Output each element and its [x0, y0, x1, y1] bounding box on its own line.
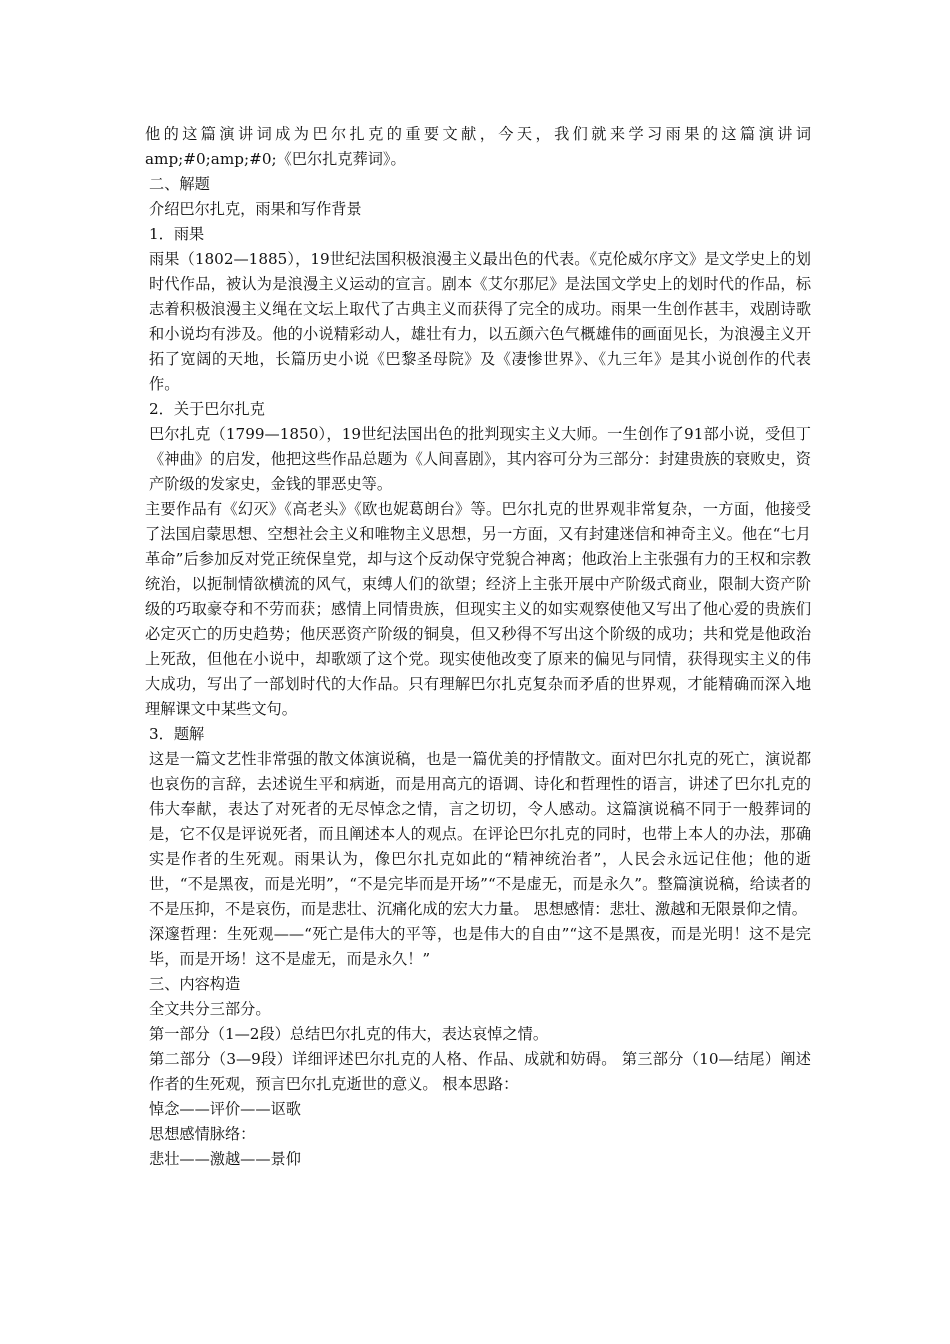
paragraph-tijie: 这是一篇文艺性非常强的散文体演说稿，也是一篇优美的抒情散文。面对巴尔扎克的死亡，演说都也哀伤的言辞，去述说生平和病逝，而是用高亢的语调、诗化和哲理性的语言，讲述了巴尔扎克的伟大奉献，表达了对死者的无尽悼念之情，言之切切，令人感动。这篇演说稿不同于一般葬词的是，它不仅是评说死者，而且阐述本人的观点。在评论巴尔扎克的同时，也带上本人的办法，那确实是作者的生死观。雨果认为，像巴尔扎克如此的“精神统治者”，人民会永远记住他；他的逝世，“不是黑夜，而是光明”，“不是完毕而是开场”“不是虚无，而是永久”。整篇演说稿，给读者的不是压抑，不是哀伤，而是悲壮、沉痛化成的宏大力量。 思想感情：悲壮、激越和无限景仰之情。	[149, 750, 811, 918]
paragraph-hugo: 雨果（1802—1885），19世纪法国积极浪漫主义最出色的代表。《克伦威尔序文》是文学史上的划时代作品，被认为是浪漫主义运动的宣言。剧本《艾尔那尼》是法国文学史上的划时代的作品，标志着积极浪漫主义绳在文坛上取代了古典主义而获得了完全的成功。雨果一生创作甚丰，戏剧诗歌和小说均有涉及。他的小说精彩动人，雄壮有力，以五颜六色气概雄伟的画面见长，为浪漫主义开拓了宽阔的天地，长篇历史小说《巴黎圣母院》及《凄惨世界》、《九三年》是其小说创作的代表作。	[149, 250, 811, 393]
subheading-background: 介绍巴尔扎克，雨果和写作背景	[149, 200, 362, 218]
paragraph-philosophy: 深邃哲理：生死观——“死亡是伟大的平等，也是伟大的自由”“这不是黑夜，而是光明！这不是完毕，而是开场！这不是虚无，而是永久！”	[149, 925, 811, 968]
paragraph-part-two-three: 第二部分（3—9段）详细评述巴尔扎克的人格、作品、成就和妨碍。 第三部分（10—结尾）阐述作者的生死观，预言巴尔扎克逝世的意义。 根本思路：	[149, 1050, 811, 1093]
paragraph-emotion-flow: 悲壮——激越——景仰	[149, 1150, 301, 1168]
heading-balzac: 2．关于巴尔扎克	[149, 400, 265, 418]
document-body	[145, 122, 811, 1172]
paragraph-works: 主要作品有《幻灭》《高老头》《欧也妮葛朗台》等。巴尔扎克的世界观非常复杂，一方面，他接受了法国启蒙思想、空想社会主义和唯物主义思想，另一方面，又有封建迷信和神奇主义。他在“七月革命”后参加反对党正统保皇党，却与这个反动保守党貌合神离；他政治上主张强有力的王权和宗教统治，以扼制情欲横流的风气，束缚人们的欲望；经济上主张开展中产阶级式商业，限制大资产阶级的巧取豪夺和不劳而获；感情上同情贵族，但现实主义的如实观察使他又写出了他心爱的贵族们必定灭亡的历史趋势；他厌恶资产阶级的铜臭，但又秒得不写出这个阶级的成功；共和党是他政治上死敌，但他在小说中，却歌颂了这个党。现实使他改变了原来的偏见与同情，获得现实主义的伟大成功，写出了一部划时代的大作品。只有理解巴尔扎克复杂而矛盾的世界观，才能精确而深入地理解课文中某些文句。	[145, 500, 811, 718]
paragraph-emotion-label: 思想感情脉络：	[149, 1125, 256, 1143]
paragraph-balzac: 巴尔扎克（1799—1850），19世纪法国出色的批判现实主义大师。一生创作了91部小说，受但丁《神曲》的启发，他把这些作品总题为《人间喜剧》，其内容可分为三部分：封建贵族的衰败史，资产阶级的发家史，金钱的罪恶史等。	[149, 425, 811, 493]
heading-structure: 三、内容构造	[149, 975, 241, 993]
heading-hugo: 1．雨果	[149, 225, 205, 243]
paragraph-outline: 悼念——评价——讴歌	[149, 1100, 301, 1118]
paragraph-three-parts: 全文共分三部分。	[149, 1000, 271, 1018]
heading-tijie: 3．题解	[149, 725, 205, 743]
heading-jieti: 二、解题	[149, 175, 210, 193]
paragraph-intro: 他的这篇演讲词成为巴尔扎克的重要文献，今天，我们就来学习雨果的这篇演讲词amp;#0;amp;#0;《巴尔扎克葬词》。	[145, 125, 811, 168]
paragraph-part-one: 第一部分（1—2段）总结巴尔扎克的伟大，表达哀悼之情。	[149, 1025, 549, 1043]
